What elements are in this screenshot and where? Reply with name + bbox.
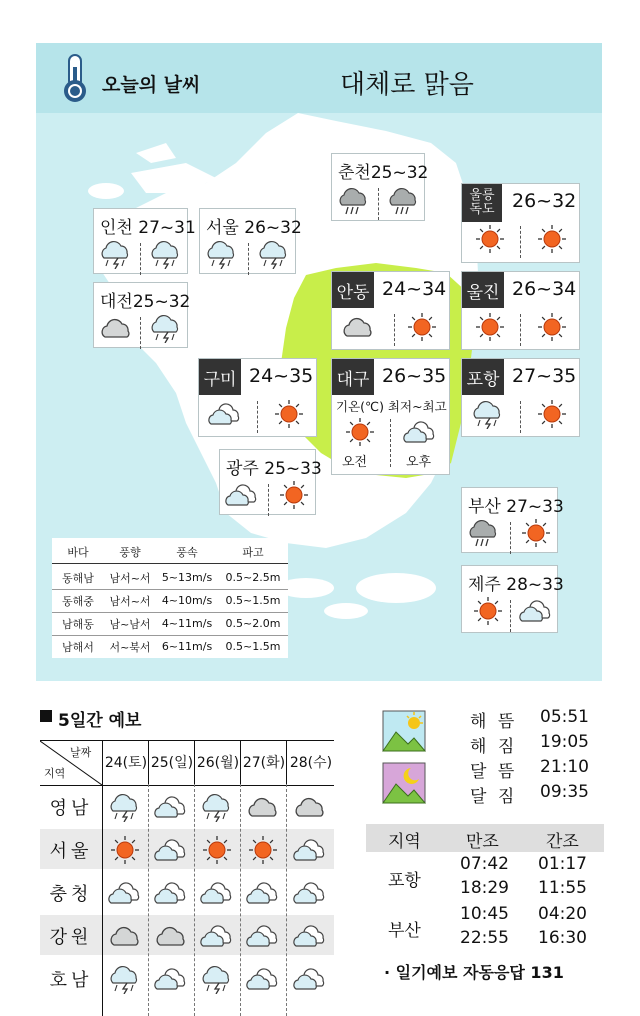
divider — [520, 401, 521, 433]
forecast-row-gangwon — [40, 915, 334, 955]
region-name-badge: 구미 — [199, 359, 241, 395]
divider — [520, 226, 521, 258]
region-card-busan — [461, 487, 564, 553]
region-card-jeju — [461, 565, 564, 633]
tide-header-cell: 만조 — [466, 832, 499, 852]
time-value: 09:35 — [540, 782, 589, 802]
region-card-andong — [331, 271, 450, 350]
sun-moon-row — [464, 782, 604, 807]
low-tide-time: 16:30 — [538, 928, 587, 948]
partly-cloudy-icon — [207, 399, 243, 429]
sea-row — [52, 566, 288, 590]
region-card-daegu — [331, 358, 450, 475]
region-card-seoul — [199, 208, 302, 274]
row-region: 영남 — [49, 798, 93, 819]
sea-cell: 5~13m/s — [161, 571, 213, 584]
sea-cell: 0.5~2.0m — [225, 617, 281, 630]
low-tide-time: 04:20 — [538, 904, 587, 924]
divider — [248, 243, 249, 275]
date-header: 26(월) — [194, 741, 241, 785]
partly-cloudy-icon — [402, 417, 438, 447]
divider — [510, 600, 511, 632]
sun-moon-row — [464, 707, 604, 732]
temperature: 26~34 — [512, 278, 577, 300]
divider — [257, 401, 258, 433]
forecast-title: 5일간 예보 — [58, 711, 142, 731]
sun-icon — [534, 399, 570, 429]
row-region: 강원 — [49, 927, 93, 948]
partly-cloudy-icon — [245, 964, 281, 994]
header-cell: 바다 — [67, 545, 89, 559]
sun-icon — [518, 518, 554, 548]
region-name: 대전25~32 — [100, 292, 191, 312]
partly-cloudy-icon — [153, 878, 189, 908]
weather-summary: 대체로 맑음 — [340, 70, 474, 100]
sun-icon — [199, 835, 235, 865]
tide-region: 포항 — [388, 871, 421, 891]
column-divider — [102, 784, 103, 1016]
partly-cloudy-icon — [245, 921, 281, 951]
thunder-cloud-icon — [199, 792, 235, 822]
partly-cloudy-icon — [199, 878, 235, 908]
region-card-gumi — [198, 358, 317, 437]
region-name-badge: 대구 — [332, 359, 374, 395]
corner-date-label: 날짜 — [70, 746, 92, 759]
partly-cloudy-icon — [292, 964, 328, 994]
bullet-square — [40, 710, 52, 722]
row-region: 충청 — [49, 884, 93, 905]
region-card-daejeon — [93, 282, 191, 348]
divider — [268, 484, 269, 516]
tide-region: 부산 — [388, 921, 421, 941]
sun-icon — [470, 596, 506, 626]
time-label: 해 뜸 — [470, 712, 518, 732]
forecast-row-yeongnam — [40, 786, 334, 826]
sun-icon — [404, 312, 440, 342]
sea-cell: 동해중 — [62, 594, 94, 608]
header-cell: 풍향 — [119, 545, 141, 559]
forecast-table — [40, 740, 334, 991]
rain-cloud-icon — [336, 186, 372, 216]
thunder-cloud-icon — [148, 239, 184, 269]
page-title: 오늘의 날씨 — [102, 74, 201, 96]
sea-cell: 남서~서 — [109, 571, 151, 585]
time-value: 19:05 — [540, 732, 589, 752]
temperature: 26~35 — [382, 365, 447, 387]
region-card-uljin — [461, 271, 580, 350]
cloud-icon — [107, 921, 143, 951]
high-tide-time: 07:42 — [460, 854, 509, 874]
high-tide-time: 10:45 — [460, 904, 509, 924]
thunder-cloud-icon — [256, 239, 292, 269]
sea-row — [52, 589, 288, 613]
partly-cloudy-icon — [153, 835, 189, 865]
partly-cloudy-icon — [199, 921, 235, 951]
region-card-chuncheon — [331, 153, 429, 221]
moonrise-icon — [382, 762, 426, 804]
sun-icon — [534, 312, 570, 342]
partly-cloudy-icon — [224, 480, 260, 510]
temperature: 24~34 — [382, 278, 447, 300]
divider — [390, 419, 391, 467]
row-region: 서울 — [49, 841, 93, 862]
sun-icon — [107, 835, 143, 865]
column-divider — [148, 784, 149, 1016]
sun-icon — [472, 312, 508, 342]
divider — [510, 522, 511, 554]
thunder-cloud-icon — [199, 964, 235, 994]
high-tide-time: 22:55 — [460, 928, 509, 948]
sun-moon-row — [464, 757, 604, 782]
cloud-icon — [245, 792, 281, 822]
sun-moon-row — [464, 732, 604, 757]
sea-cell: 서~북서 — [109, 640, 151, 654]
rain-cloud-icon — [466, 518, 502, 548]
tide-header-cell: 간조 — [546, 832, 579, 852]
sea-cell: 남~남서 — [109, 617, 151, 631]
cloud-icon — [153, 921, 189, 951]
divider — [140, 243, 141, 275]
region-name-badge: 울릉 독도 — [462, 184, 502, 222]
partly-cloudy-icon — [292, 878, 328, 908]
region-name-badge: 울진 — [462, 272, 504, 308]
time-label: 달 뜸 — [470, 762, 518, 782]
date-header: 24(토) — [102, 741, 149, 785]
sea-cell: 4~11m/s — [161, 617, 213, 630]
thunder-cloud-icon — [107, 792, 143, 822]
partly-cloudy-icon — [107, 878, 143, 908]
header-cell: 파고 — [242, 545, 264, 559]
time-value: 05:51 — [540, 707, 589, 727]
sea-cell: 4~10m/s — [161, 594, 213, 607]
sun-icon — [271, 399, 307, 429]
am-label: 오전 — [342, 455, 368, 470]
sea-cell: 남해서 — [62, 640, 94, 654]
high-tide-time: 18:29 — [460, 878, 509, 898]
time-value: 21:10 — [540, 757, 589, 777]
region-name: 부산 27~33 — [468, 497, 564, 517]
sea-cell: 0.5~1.5m — [225, 640, 281, 653]
cloud-icon — [292, 792, 328, 822]
partly-cloudy-icon — [245, 878, 281, 908]
temperature: 24~35 — [249, 365, 314, 387]
thunder-cloud-icon — [148, 313, 184, 343]
region-name: 인천 27~31 — [100, 218, 196, 238]
sunrise-icon — [382, 710, 426, 752]
region-name-badge: 안동 — [332, 272, 374, 308]
sea-cell: 동해남 — [62, 571, 94, 585]
cloud-icon — [340, 312, 376, 342]
thunder-cloud-icon — [470, 399, 506, 429]
sea-row — [52, 635, 288, 658]
footer-hotline: · 일기예보 자동응답 131 — [384, 963, 564, 982]
region-card-pohang — [461, 358, 580, 437]
sun-moon-times — [464, 707, 604, 807]
divider — [394, 314, 395, 346]
rain-cloud-icon — [386, 186, 422, 216]
sea-cell: 6~11m/s — [161, 640, 213, 653]
sun-icon — [534, 224, 570, 254]
region-card-ulleung — [461, 183, 580, 263]
low-tide-time: 01:17 — [538, 854, 587, 874]
region-name: 광주 25~33 — [226, 459, 322, 479]
date-header: 28(수) — [286, 741, 335, 785]
thunder-cloud-icon — [107, 964, 143, 994]
region-card-incheon — [93, 208, 196, 274]
low-tide-time: 11:55 — [538, 878, 587, 898]
header-cell: 풍속 — [176, 545, 198, 559]
sea-table — [52, 538, 288, 658]
forecast-row-honam — [40, 958, 334, 998]
forecast-row-seoul — [40, 829, 334, 869]
sea-cell: 0.5~1.5m — [225, 594, 281, 607]
sea-cell: 남서~서 — [109, 594, 151, 608]
temperature: 27~35 — [512, 365, 577, 387]
forecast-header — [40, 740, 334, 786]
sun-icon — [276, 480, 312, 510]
time-label: 해 짐 — [470, 737, 518, 757]
legend-text: 기온(℃) 최저~최고 — [336, 399, 447, 414]
partly-cloudy-icon — [153, 792, 189, 822]
partly-cloudy-icon — [518, 596, 554, 626]
partly-cloudy-icon — [292, 921, 328, 951]
tide-header-cell: 지역 — [388, 832, 421, 852]
sea-cell: 남해동 — [62, 617, 94, 631]
tide-body — [366, 852, 604, 952]
forecast-row-chungcheong — [40, 872, 334, 912]
sea-row — [52, 612, 288, 636]
sea-table-header — [52, 540, 288, 564]
pm-label: 오후 — [406, 455, 432, 470]
thermometer-icon — [60, 53, 90, 103]
cloud-icon — [98, 313, 134, 343]
divider — [520, 314, 521, 346]
sea-cell: 0.5~2.5m — [225, 571, 281, 584]
region-name: 춘천25~32 — [338, 163, 429, 183]
temperature: 26~32 — [512, 190, 577, 212]
divider — [378, 188, 379, 220]
date-header: 25(일) — [148, 741, 195, 785]
region-name: 서울 26~32 — [206, 218, 302, 238]
sun-icon — [245, 835, 281, 865]
region-card-gwangju — [219, 449, 322, 515]
region-name-badge: 포항 — [462, 359, 504, 395]
partly-cloudy-icon — [292, 835, 328, 865]
date-header: 27(화) — [240, 741, 287, 785]
sun-icon — [472, 224, 508, 254]
corner-region-label: 지역 — [44, 767, 66, 780]
column-divider — [240, 784, 241, 1016]
sun-icon — [342, 417, 378, 447]
thunder-cloud-icon — [98, 239, 134, 269]
partly-cloudy-icon — [153, 964, 189, 994]
row-region: 호남 — [49, 970, 93, 991]
tide-header — [366, 824, 604, 852]
divider — [140, 317, 141, 349]
region-name: 제주 28~33 — [468, 575, 564, 595]
thunder-cloud-icon — [204, 239, 240, 269]
column-divider — [194, 784, 195, 1016]
time-label: 달 짐 — [470, 787, 518, 807]
column-divider — [286, 784, 287, 1016]
